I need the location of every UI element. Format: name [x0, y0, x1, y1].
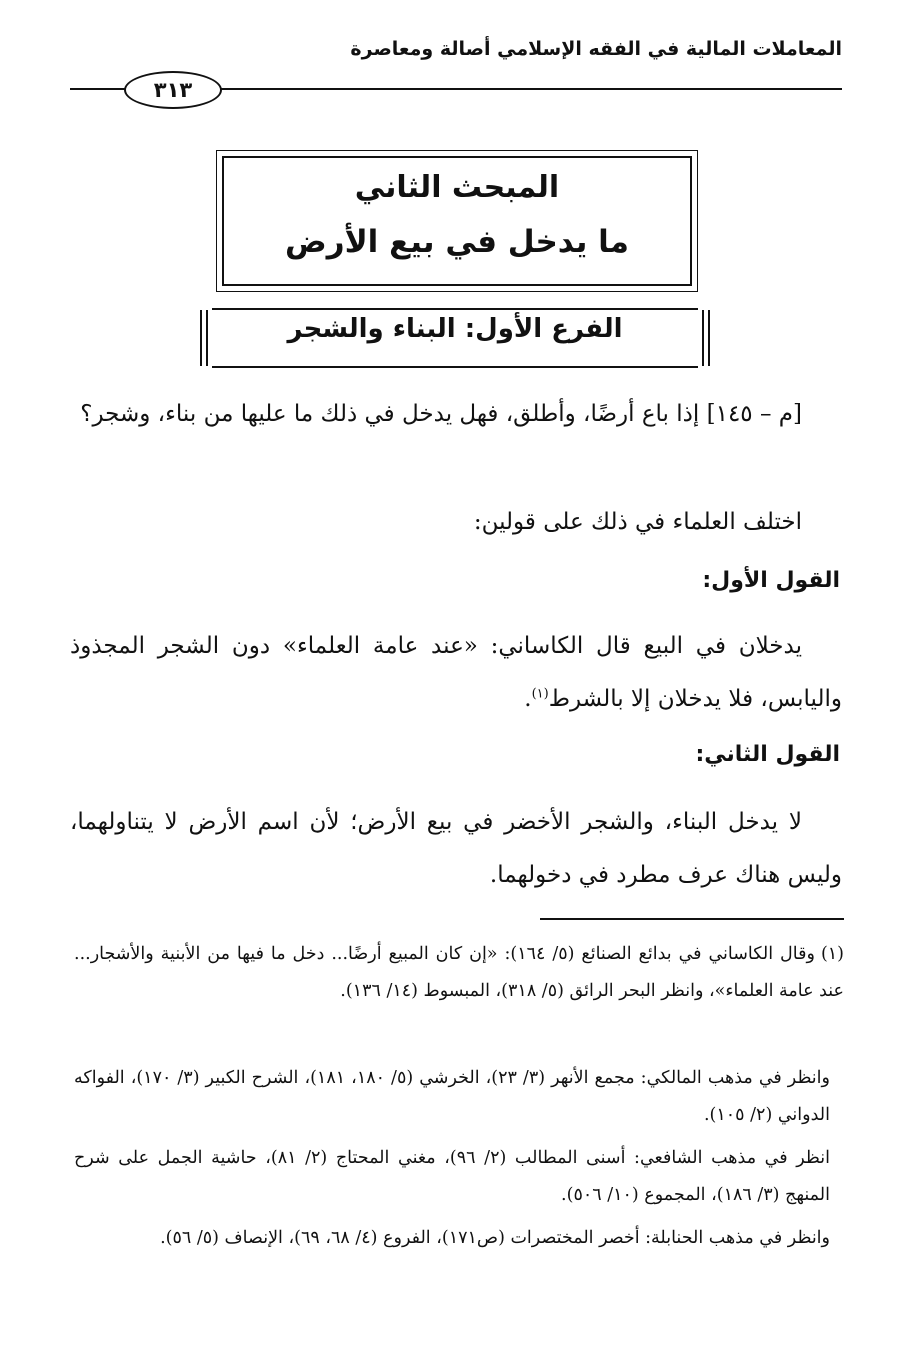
footnote-3: [74, 1140, 844, 1214]
footnote-text-1: وقال الكاساني في بدائع الصنائع (٥/ ١٦٤): «إن كان المبيع أرضًا... دخل ما فيها من الأبنية والأشجار... عند عامة العلماء»، وانظر البحر الرائق (٥/ ٣١٨)، المبسوط (١٤/ ١٣٦).: [74, 944, 844, 1001]
footnote-2: [74, 1060, 844, 1134]
first-opinion-paragraph: [70, 620, 842, 726]
footnote-text-4: وانظر في مذهب الحنابلة: أخصر المختصرات (ص١٧١)، الفروع (٤/ ٦٨، ٦٩)، الإنصاف (٥/ ٥٦).: [160, 1228, 830, 1248]
page-number: ٣١٣: [124, 71, 222, 109]
intro-text: اختلف العلماء في ذلك على قولين:: [473, 509, 802, 535]
first-opinion-end: .: [524, 686, 532, 712]
intro-paragraph: [70, 496, 842, 549]
second-opinion-paragraph: [70, 796, 842, 902]
footnote-4: [74, 1220, 844, 1257]
branch-title: الفرع الأول: البناء والشجر: [287, 314, 623, 344]
first-opinion-heading: القول الأول:: [702, 568, 840, 593]
footnote-text-3: انظر في مذهب الشافعي: أسنى المطالب (٢/ ٩٦)، مغني المحتاج (٢/ ٨١)، حاشية الجمل على شرح المنهج (٣/ ١٨٦)، المجموع (١٠/ ٥٠٦).: [74, 1148, 830, 1205]
footnote-rule: [540, 918, 844, 920]
footnote-marker[interactable]: (١): [531, 686, 549, 702]
footnote-1: [74, 936, 844, 1010]
question-paragraph: [70, 388, 842, 441]
section-title: المبحث الثاني: [354, 170, 560, 205]
running-header-title: المعاملات المالية في الفقه الإسلامي أصالة ومعاصرة: [350, 38, 842, 60]
second-opinion-heading: القول الثاني:: [695, 742, 840, 767]
second-opinion-text: لا يدخل البناء، والشجر الأخضر في بيع الأرض؛ لأن اسم الأرض لا يتناولهما، وليس هناك عرف مطرد في دخولهما.: [70, 809, 842, 888]
footnote-number: (١): [820, 944, 844, 964]
section-subtitle: ما يدخل في بيع الأرض: [285, 224, 629, 260]
question-text: [م – ١٤٥] إذا باع أرضًا، وأطلق، فهل يدخل في ذلك ما عليها من بناء، وشجر؟: [80, 401, 802, 427]
first-opinion-text: يدخلان في البيع قال الكاساني: «عند عامة العلماء» دون الشجر المجذوذ واليابس، فلا يدخلان إلا بالشرط: [70, 633, 842, 712]
footnote-text-2: وانظر في مذهب المالكي: مجمع الأنهر (٣/ ٢٣)، الخرشي (٥/ ١٨٠، ١٨١)، الشرح الكبير (٣/ ١٧٠)، الفواكه الدواني (٢/ ١٠٥).: [74, 1068, 830, 1125]
